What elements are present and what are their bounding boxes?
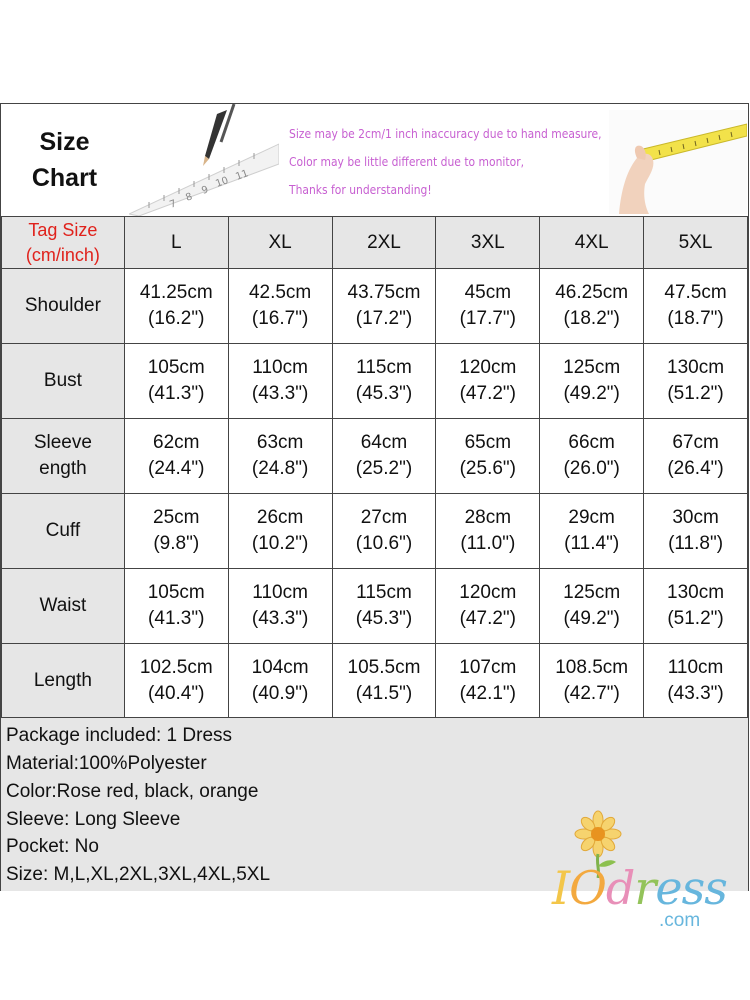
measurement-cell bbox=[436, 419, 540, 494]
cm-value: 64cm bbox=[360, 432, 408, 453]
size-column-header: XL bbox=[228, 217, 332, 269]
cm-value: 43.75cm bbox=[347, 282, 421, 303]
inch-value: (40.4") bbox=[148, 683, 205, 704]
tag-size-header bbox=[2, 217, 125, 269]
cm-value: 125cm bbox=[563, 357, 621, 378]
inch-value: (47.2") bbox=[459, 383, 516, 404]
inch-value: (25.6") bbox=[459, 458, 516, 479]
measurement-cell bbox=[124, 494, 228, 569]
inch-value: (25.2") bbox=[355, 458, 413, 479]
size-column-header: 5XL bbox=[644, 217, 748, 269]
measurement-cell bbox=[644, 269, 748, 344]
cm-value: 105cm bbox=[147, 357, 205, 378]
iodress-logo bbox=[552, 808, 732, 938]
cm-value: 115cm bbox=[356, 582, 412, 603]
measurement-cell bbox=[436, 344, 540, 419]
measurement-cell bbox=[540, 344, 644, 419]
logo-letter: s bbox=[681, 861, 705, 915]
cm-value: 120cm bbox=[459, 357, 517, 378]
logo-domain: .com bbox=[659, 910, 701, 931]
inch-value: (51.2") bbox=[667, 383, 724, 404]
inch-value: (41.3") bbox=[148, 608, 205, 629]
measurement-cell bbox=[436, 269, 540, 344]
row-label: Cuff bbox=[2, 494, 125, 569]
info-package: Package included: 1 Dress bbox=[6, 725, 233, 746]
note-line: Color may be little different due to monitor, bbox=[289, 154, 525, 169]
measurement-row-shoulder bbox=[2, 269, 748, 344]
pencil-ruler-illustration bbox=[129, 104, 279, 216]
tag-size-label: Tag Size bbox=[28, 219, 98, 240]
measurement-cell bbox=[228, 344, 332, 419]
cm-value: 25cm bbox=[153, 507, 200, 528]
info-material: Material:100%Polyester bbox=[6, 753, 207, 774]
cm-value: 105.5cm bbox=[347, 657, 421, 678]
measurement-cell bbox=[124, 644, 228, 719]
measurement-cell bbox=[436, 644, 540, 719]
measurement-cell bbox=[644, 419, 748, 494]
row-label: Shoulder bbox=[2, 269, 125, 344]
info-color: Color:Rose red, black, orange bbox=[6, 781, 259, 802]
measurement-cell bbox=[124, 269, 228, 344]
row-label: Waist bbox=[2, 569, 125, 644]
logo-letter: d bbox=[605, 861, 635, 915]
measuring-tape-hand-illustration bbox=[609, 110, 747, 214]
measurement-cell bbox=[228, 269, 332, 344]
inch-value: (43.3") bbox=[251, 383, 309, 404]
cm-value: 110cm bbox=[667, 657, 724, 678]
cm-value: 110cm bbox=[252, 357, 308, 378]
inch-value: (17.7") bbox=[459, 308, 516, 329]
size-notes bbox=[289, 120, 619, 204]
cm-value: 130cm bbox=[667, 357, 725, 378]
size-column-header: 4XL bbox=[540, 217, 644, 269]
size-column-header: 2XL bbox=[332, 217, 436, 269]
title-line-2: Chart bbox=[31, 164, 98, 192]
measurement-cell bbox=[332, 644, 436, 719]
inch-value: (11.8") bbox=[668, 533, 724, 554]
measurement-cell bbox=[436, 569, 540, 644]
note-line: Size may be 2cm/1 inch inaccuracy due to hand measure, bbox=[289, 126, 602, 141]
cm-value: 66cm bbox=[568, 432, 615, 453]
cm-value: 30cm bbox=[672, 507, 719, 528]
cm-value: 125cm bbox=[563, 582, 621, 603]
inch-value: (49.2") bbox=[563, 608, 620, 629]
measurement-cell bbox=[332, 569, 436, 644]
inch-value: (16.7") bbox=[251, 308, 309, 329]
inch-value: (45.3") bbox=[355, 383, 413, 404]
measurement-cell bbox=[332, 494, 436, 569]
inch-value: (10.2") bbox=[251, 533, 309, 554]
inch-value: (16.2") bbox=[148, 308, 205, 329]
inch-value: (43.3") bbox=[667, 683, 724, 704]
measurement-cell bbox=[228, 494, 332, 569]
inch-value: (41.3") bbox=[148, 383, 205, 404]
measurement-cell bbox=[540, 569, 644, 644]
logo-letter: I bbox=[552, 861, 570, 915]
measurement-row-sleeve-length bbox=[2, 419, 748, 494]
measurement-cell bbox=[332, 344, 436, 419]
measurement-cell bbox=[644, 569, 748, 644]
cm-value: 27cm bbox=[360, 507, 408, 528]
inch-value: (47.2") bbox=[459, 608, 516, 629]
inch-value: (43.3") bbox=[251, 608, 309, 629]
measurement-cell bbox=[540, 644, 644, 719]
info-pocket: Pocket: No bbox=[6, 836, 99, 857]
measurement-cell bbox=[332, 419, 436, 494]
inch-value: (42.7") bbox=[563, 683, 620, 704]
inch-value: (42.1") bbox=[459, 683, 516, 704]
cm-value: 45cm bbox=[464, 282, 512, 303]
cm-value: 110cm bbox=[252, 582, 308, 603]
logo-letter: r bbox=[634, 861, 656, 915]
logo-wordmark bbox=[552, 861, 727, 915]
measurement-cell bbox=[228, 644, 332, 719]
measurement-cell bbox=[228, 419, 332, 494]
logo-letter: O bbox=[569, 861, 606, 915]
cm-value: 67cm bbox=[672, 432, 719, 453]
measurement-row-waist bbox=[2, 569, 748, 644]
cm-value: 108.5cm bbox=[555, 657, 629, 678]
ruler-number: 9 bbox=[200, 184, 211, 197]
size-header-row bbox=[2, 217, 748, 269]
measurement-row-cuff bbox=[2, 494, 748, 569]
measurement-cell bbox=[540, 269, 644, 344]
inch-value: (40.9") bbox=[251, 683, 309, 704]
cm-value: 29cm bbox=[568, 507, 615, 528]
inch-value: (17.2") bbox=[355, 308, 413, 329]
measurement-cell bbox=[540, 494, 644, 569]
logo-letter: s bbox=[704, 861, 727, 915]
inch-value: (49.2") bbox=[563, 383, 620, 404]
tag-unit-label: (cm/inch) bbox=[25, 244, 100, 265]
note-line: Thanks for understanding! bbox=[289, 182, 432, 197]
ruler-number: 7 bbox=[168, 198, 179, 211]
cm-value: 63cm bbox=[256, 432, 304, 453]
size-column-header: L bbox=[124, 217, 228, 269]
inch-value: (45.3") bbox=[355, 608, 413, 629]
inch-value: (18.7") bbox=[667, 308, 724, 329]
size-table bbox=[1, 216, 748, 719]
cm-value: 42.5cm bbox=[248, 282, 312, 303]
inch-value: (51.2") bbox=[667, 608, 724, 629]
row-label-line: ength bbox=[39, 458, 87, 479]
cm-value: 107cm bbox=[459, 657, 517, 678]
measurement-row-bust bbox=[2, 344, 748, 419]
cm-value: 65cm bbox=[464, 432, 512, 453]
inch-value: (24.8") bbox=[251, 458, 309, 479]
ruler-number: 11 bbox=[234, 168, 250, 183]
row-label-line: Sleeve bbox=[33, 432, 92, 453]
inch-value: (41.5") bbox=[355, 683, 413, 704]
inch-value: (9.8") bbox=[153, 533, 200, 554]
measurement-cell bbox=[124, 569, 228, 644]
cm-value: 105cm bbox=[147, 582, 205, 603]
size-column-header: 3XL bbox=[436, 217, 540, 269]
cm-value: 115cm bbox=[356, 357, 412, 378]
inch-value: (11.4") bbox=[564, 533, 620, 554]
size-chart-title bbox=[7, 124, 122, 196]
measurement-cell bbox=[332, 269, 436, 344]
cm-value: 120cm bbox=[459, 582, 517, 603]
cm-value: 41.25cm bbox=[139, 282, 213, 303]
measurement-cell bbox=[124, 419, 228, 494]
cm-value: 28cm bbox=[464, 507, 512, 528]
row-label: Bust bbox=[2, 344, 125, 419]
row-label bbox=[2, 419, 125, 494]
cm-value: 62cm bbox=[153, 432, 200, 453]
cm-value: 130cm bbox=[667, 582, 725, 603]
measurement-cell bbox=[228, 569, 332, 644]
title-line-1: Size bbox=[39, 128, 90, 156]
measurement-cell bbox=[436, 494, 540, 569]
cm-value: 26cm bbox=[256, 507, 304, 528]
ruler-number: 10 bbox=[214, 175, 230, 190]
size-chart-frame bbox=[0, 103, 749, 891]
inch-value: (10.6") bbox=[355, 533, 413, 554]
inch-value: (24.4") bbox=[148, 458, 205, 479]
inch-value: (11.0") bbox=[460, 533, 516, 554]
logo-letter: e bbox=[655, 861, 682, 915]
measurement-cell bbox=[644, 344, 748, 419]
row-label: Length bbox=[2, 644, 125, 719]
measurement-cell bbox=[644, 494, 748, 569]
cm-value: 104cm bbox=[251, 657, 309, 678]
inch-value: (26.0") bbox=[563, 458, 620, 479]
measurement-cell bbox=[124, 344, 228, 419]
inch-value: (26.4") bbox=[667, 458, 724, 479]
cm-value: 47.5cm bbox=[664, 282, 727, 303]
cm-value: 102.5cm bbox=[139, 657, 213, 678]
measurement-cell bbox=[540, 419, 644, 494]
info-sleeve: Sleeve: Long Sleeve bbox=[6, 809, 181, 830]
inch-value: (18.2") bbox=[563, 308, 620, 329]
ruler-number: 8 bbox=[184, 191, 195, 204]
info-sizes: Size: M,L,XL,2XL,3XL,4XL,5XL bbox=[6, 864, 271, 885]
measurement-row-length bbox=[2, 644, 748, 719]
cm-value: 46.25cm bbox=[555, 282, 629, 303]
measurement-cell bbox=[644, 644, 748, 719]
size-chart-banner bbox=[1, 104, 748, 217]
